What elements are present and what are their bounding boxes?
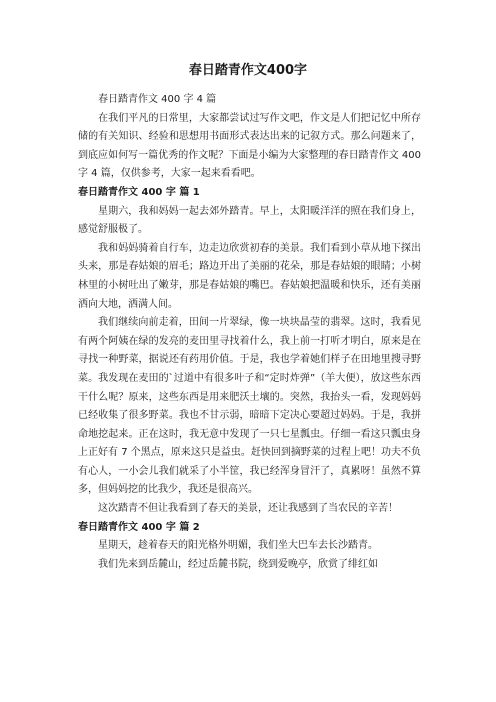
subtitle: 春日踏青作文 400 字 4 篇: [98, 94, 217, 105]
document-title: 春日踏青作文400字: [188, 63, 308, 78]
section-heading: 春日踏青作文 400 字 篇 2: [78, 521, 200, 533]
paragraph: 这次踏青不但让我看到了春天的美景，还让我感到了当农民的辛苦！: [98, 503, 398, 515]
intro-paragraph: 在我们平凡的日常里，大家都尝试过写作文吧，作文是人们把记忆中所存储的有关知识、经验和思想用书面形式表达出来的记叙方式。那么问题来了，到底应如何写一篇优秀的作文呢？下面是小编为大家整理的春日踏青作文 400 字 4 篇，仅供参考，大家一起来看看吧。: [78, 112, 421, 180]
section-heading: 春日踏青作文 400 字 篇 1: [78, 186, 200, 198]
paragraph: 我和妈妈骑着自行车，边走边欣赏初春的美景。我们看到小草从地下探出头来，那是春姑娘的眉毛；路边开出了美丽的花朵，那是春姑娘的眼睛；小树林里的小树吐出了嫩芽，那是春姑娘的嘴巴。春姑娘把温暖和快乐，还有美丽洒向大地，洒满人间。: [78, 242, 421, 310]
document-body: [78, 91, 421, 574]
paragraph: 星期六，我和妈妈一起去郊外踏青。早上，太阳暖洋洋的照在我们身上，感觉舒服极了。: [78, 205, 421, 236]
paragraph: 我们先来到岳麓山，经过岳麓书院，绕到爱晚亭，欣赏了绯红如: [98, 558, 378, 570]
paragraph: 星期天，趁着春天的阳光格外明媚，我们坐大巴车去长沙踏青。: [98, 540, 378, 552]
paragraph: 我们继续向前走着，田间一片翠绿，像一块块晶莹的翡翠。这时，我看见有两个阿姨在绿的发亮的麦田里寻找着什么，我上前一打听才明白，原来是在寻找一种野菜，据说还有药用价值。于是，我也学着她们样子在田地里搜寻野菜。我发现在麦田的`过道中有很多叶子和“定时炸弹”（羊大便），放这些东西干什么呢？原来，这些东西是用来肥沃土壤的。突然，我抬头一看，发现妈妈已经收集了很多野菜。我也不甘示弱，暗暗下定决心要超过妈妈。于是，我拼命地挖起来。正在这时，我无意中发现了一只七星瓢虫。仔细一看这只瓢虫身上正好有 7 个黑点，原来这只是益虫。赶快回到摘野菜的过程上吧！功夫不负有心人，一小会儿我们就采了小半筐，我已经浑身冒汗了，真累呀！虽然不算多，但妈妈挖的比我少，我还是很高兴。: [78, 317, 421, 496]
